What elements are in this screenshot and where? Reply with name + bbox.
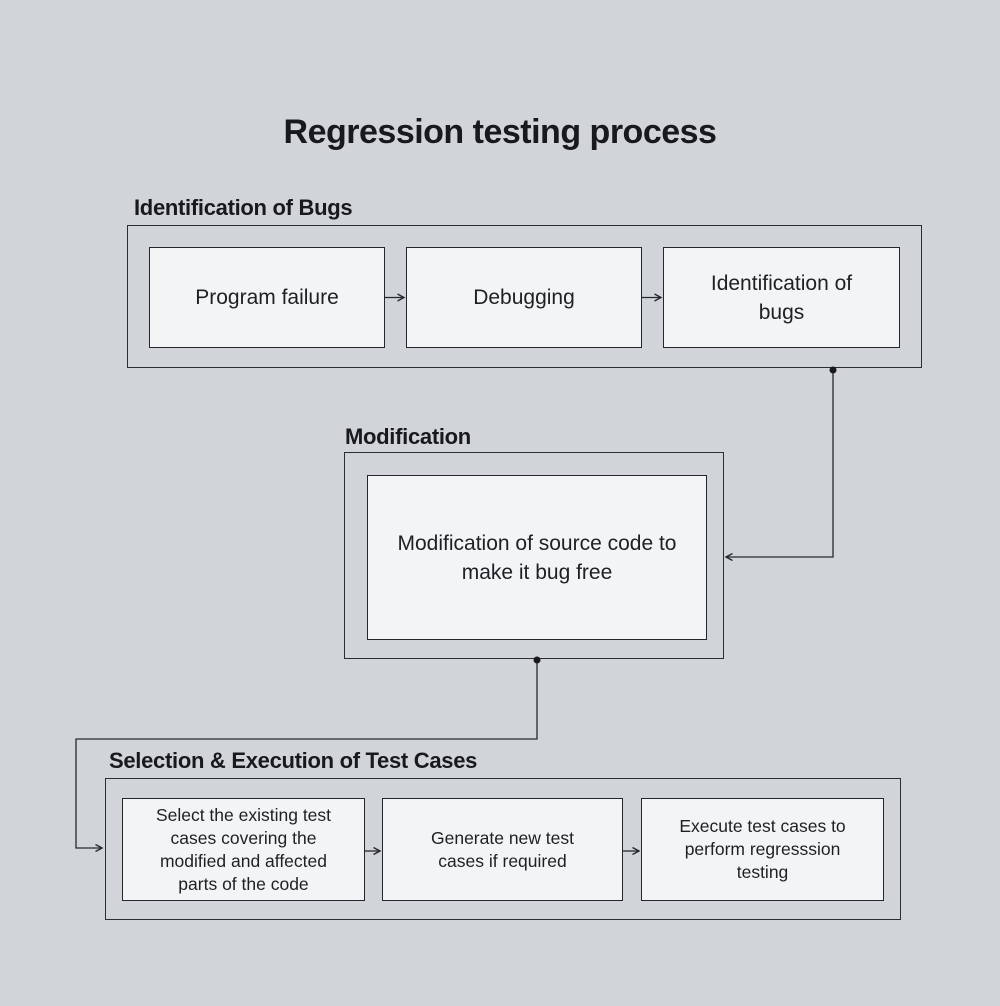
node-identification-of-bugs: Identification of bugs (663, 247, 900, 348)
connector-bugs-to-modification (726, 370, 833, 557)
node-program-failure: Program failure (149, 247, 385, 348)
diagram-title: Regression testing process (283, 112, 717, 151)
group-label-modification: Modification (345, 424, 471, 449)
node-debugging: Debugging (406, 247, 642, 348)
node-modification-of-source-code: Modification of source code to make it bug free (367, 475, 707, 640)
node-execute-test-cases: Execute test cases to perform regresssion testing (641, 798, 884, 901)
node-select-existing-test-cases: Select the existing test cases covering the modified and affected parts of the code (122, 798, 365, 901)
group-label-identification-of-bugs: Identification of Bugs (134, 195, 353, 220)
node-generate-new-test-cases: Generate new test cases if required (382, 798, 623, 901)
group-label-selection-execution: Selection & Execution of Test Cases (109, 748, 478, 773)
